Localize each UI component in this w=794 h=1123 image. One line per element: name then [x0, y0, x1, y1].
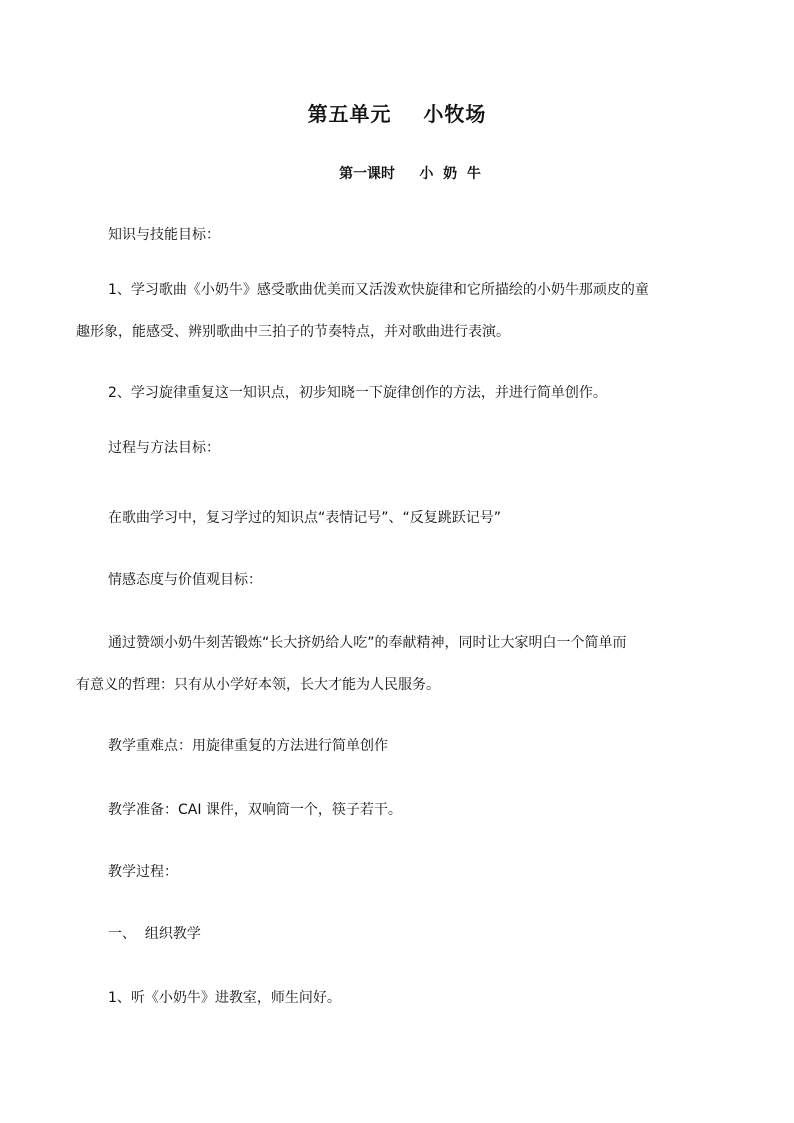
teaching-preparation: 教学准备：CAI 课件，双响筒一个，筷子若干。 — [108, 802, 402, 818]
emotion-text-line-2: 有意义的哲理：只有从小学好本领，长大才能为人民服务。 — [76, 677, 440, 693]
teaching-process-label: 教学过程： — [108, 864, 178, 880]
document-title: 第五单元 小牧场 — [307, 102, 487, 126]
step-one-item-1: 1、听《小奶牛》进教室，师生问好。 — [108, 990, 341, 1006]
process-text: 在歌曲学习中，复习学过的知识点“表情记号”、“反复跳跃记号” — [108, 510, 502, 526]
process-heading: 过程与方法目标： — [108, 440, 220, 456]
objective-item-1-line-2: 趣形象，能感受、辨别歌曲中三拍子的节奏特点，并对歌曲进行表演。 — [76, 324, 510, 340]
emotion-text-line-1: 通过赞颂小奶牛刻苦锻炼“长大挤奶给人吃”的奉献精神，同时让大家明白一个简单而 — [108, 635, 627, 651]
objective-item-2: 2、学习旋律重复这一知识点，初步知晓一下旋律创作的方法，并进行简单创作。 — [108, 385, 607, 401]
key-points: 教学重难点：用旋律重复的方法进行简单创作 — [108, 738, 388, 754]
emotion-heading: 情感态度与价值观目标： — [108, 572, 262, 588]
objective-item-1-line-1: 1、学习歌曲《小奶牛》感受歌曲优美而又活泼欢快旋律和它所描绘的小奶牛那顽皮的童 — [108, 282, 649, 298]
step-one-heading: 一、 组织教学 — [108, 926, 201, 942]
knowledge-heading: 知识与技能目标： — [108, 227, 220, 243]
lesson-subtitle: 第一课时 小 奶 牛 — [339, 166, 481, 182]
